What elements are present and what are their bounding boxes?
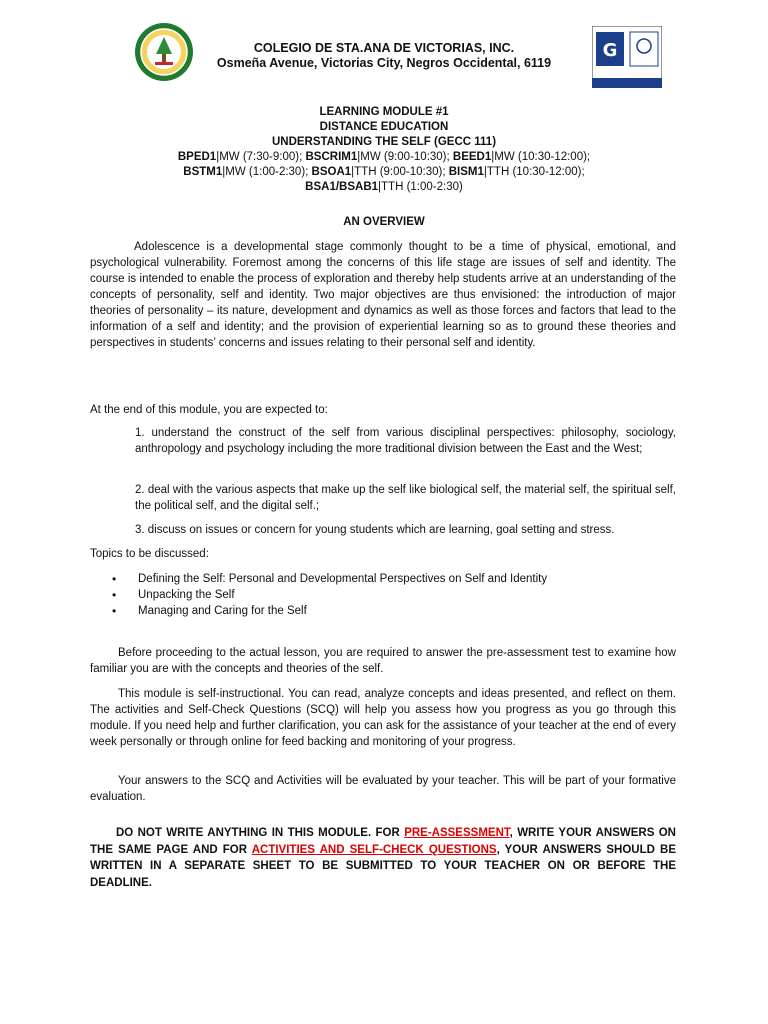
pre-assessment-link[interactable]: PRE-ASSESSMENT xyxy=(404,827,510,839)
schedule-code: BSOA1 xyxy=(311,166,352,178)
schedule-time: |TTH (9:00-10:30); xyxy=(351,166,449,178)
module-mode: DISTANCE EDUCATION xyxy=(319,121,449,133)
intro-paragraph: Adolescence is a developmental stage commonly thought to be a time of physical, emotional, and psychological vulnerability. Foremost among the concerns of this life stage are issues of self and identity. The course is intended to enable the process of exploration and thereby help students arrive at an understanding of the concepts of personality, self and identity. Two major objectives are thus envisioned: the introduction of major theories of personality – its nature, development and dynamics as well as those forces and factors that lead to the information of a self and identity; and the provision of experiential learning so as to ground these theories and perspectives in students’ concerns and issues relating to their personal self and identity. xyxy=(90,241,676,349)
schedule-code: BSA1/BSAB1 xyxy=(305,181,379,193)
topics-intro: Topics to be discussed: xyxy=(90,548,209,560)
schedule-code: BSTM1 xyxy=(183,166,223,178)
topics-list xyxy=(112,571,547,619)
instructions-notice xyxy=(90,825,676,891)
schedule-line-1 xyxy=(0,150,768,165)
schedule-code: BPED1 xyxy=(177,151,217,163)
overview-heading: AN OVERVIEW xyxy=(343,216,425,228)
schedule-line-2 xyxy=(0,165,768,180)
list-item: • Defining the Self: Personal and Developmental Perspectives on Self and Identity xyxy=(112,571,547,587)
objectives-intro: At the end of this module, you are expected to: xyxy=(90,404,328,416)
activities-scq-link[interactable]: ACTIVITIES AND SELF-CHECK QUESTIONS xyxy=(251,843,497,856)
school-address: Osmeña Avenue, Victorias City, Negros Occidental, 6119 xyxy=(216,56,552,70)
svg-text:G: G xyxy=(602,40,618,61)
schedule-time: |MW (10:30-12:00); xyxy=(491,151,591,163)
schedule-time: |TTH (10:30-12:00); xyxy=(483,166,585,178)
objective-item: 2. deal with the various aspects that make up the self like biological self, the material self, the spiritual self, the political self, and the digital self.; xyxy=(135,484,676,512)
evaluation-paragraph: Your answers to the SCQ and Activities will be evaluated by your teacher. This will be part of your formative evaluation. xyxy=(90,775,676,803)
schedule-code: BISM1 xyxy=(448,166,484,178)
schedule-line-3 xyxy=(0,180,768,195)
certification-logo xyxy=(592,26,662,88)
module-title-block xyxy=(0,105,768,195)
notice-text: DO NOT WRITE ANYTHING IN THIS MODULE. FOR xyxy=(116,827,405,839)
schedule-time: |TTH (1:00-2:30) xyxy=(378,181,463,193)
objective-item: 1. understand the construct of the self from various disciplinal perspectives: philosophy, sociology, anthropology and psychology including the more traditional division between the East and the West; xyxy=(135,427,676,455)
school-name: COLEGIO DE STA.ANA DE VICTORIAS, INC. xyxy=(253,41,515,55)
list-item: • Unpacking the Self xyxy=(112,587,547,603)
course-title: UNDERSTANDING THE SELF (GECC 111) xyxy=(271,136,497,148)
pre-assessment-paragraph: Before proceeding to the actual lesson, you are required to answer the pre-assessment test to examine how familiar you are with the concepts and theories of the self. xyxy=(90,647,676,675)
schedule-time: |MW (1:00-2:30); xyxy=(222,166,312,178)
module-number: LEARNING MODULE #1 xyxy=(319,106,449,118)
objective-item: 3. discuss on issues or concern for young students which are learning, goal setting and stress. xyxy=(135,524,615,536)
schedule-time: |MW (9:00-10:30); xyxy=(357,151,453,163)
page-header xyxy=(0,22,768,82)
list-item: • Managing and Caring for the Self xyxy=(112,603,547,619)
schedule-code: BEED1 xyxy=(452,151,492,163)
schedule-time: |MW (7:30-9:00); xyxy=(216,151,306,163)
notice-text: , YOUR ANSWERS SHOULD BE WRITTEN IN A SEPARATE SHEET TO BE SUBMITTED TO YOUR TEACHER ON OR BEFORE THE DEADLINE. xyxy=(90,843,676,889)
self-instructional-paragraph: This module is self-instructional. You can read, analyze concepts and ideas presented, and reflect on them. The activities and Self-Check Questions (SCQ) will help you assess how you progress as you go through this module. If you need help and further clarification, you can ask for the assistance of your teacher at the end of every week personally or through online for feed backing and monitoring of your progress. xyxy=(90,688,676,748)
notice-text: , WRITE YOUR ANSWERS ON THE SAME PAGE AND FOR xyxy=(90,827,676,856)
schedule-code: BSCRIM1 xyxy=(305,151,358,163)
